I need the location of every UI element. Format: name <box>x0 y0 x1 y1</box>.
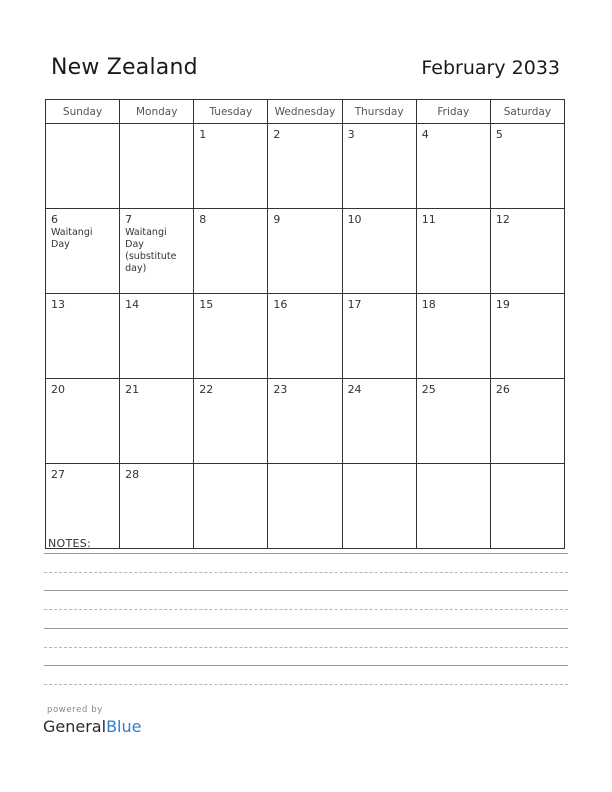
day-cell <box>268 124 342 209</box>
day-cell <box>416 124 490 209</box>
weekday-friday: Friday <box>416 100 490 124</box>
day-cell <box>194 124 268 209</box>
notes-line <box>44 590 568 591</box>
day-number: 17 <box>347 298 362 311</box>
week-row-4 <box>46 379 565 464</box>
week-row-2 <box>46 209 565 294</box>
month-year-title: February 2033 <box>421 57 560 79</box>
day-cell <box>416 294 490 379</box>
day-number: 20 <box>51 383 65 396</box>
weekday-tuesday: Tuesday <box>194 100 268 124</box>
day-number: 1 <box>199 128 207 141</box>
day-cell <box>268 464 342 549</box>
day-cell <box>194 464 268 549</box>
day-number: 5 <box>495 128 503 141</box>
brand-general: General <box>43 717 107 736</box>
weekday-thursday: Thursday <box>342 100 416 124</box>
day-number: 13 <box>51 298 65 311</box>
day-cell <box>342 379 416 464</box>
day-number: 2 <box>273 128 281 141</box>
calendar-grid <box>45 99 565 549</box>
notes-line <box>44 647 568 648</box>
powered-by-text: powered by <box>47 705 103 715</box>
week-row-1 <box>46 124 565 209</box>
day-cell <box>490 209 564 294</box>
day-number: 3 <box>347 128 355 141</box>
day-cell <box>46 209 120 294</box>
day-cell <box>120 209 194 294</box>
notes-label: NOTES: <box>48 537 92 550</box>
notes-line <box>44 553 568 554</box>
generalblue-logo <box>43 717 141 736</box>
notes-line <box>44 684 568 685</box>
day-cell <box>416 464 490 549</box>
notes-line <box>44 572 568 573</box>
day-number: 18 <box>421 298 436 311</box>
day-number: 21 <box>125 383 140 396</box>
holiday-label: Waitangi Day (substitute day) <box>125 227 177 274</box>
week-row-3 <box>46 294 565 379</box>
day-cell <box>194 294 268 379</box>
day-number: 27 <box>51 468 65 481</box>
day-number: 7 <box>125 213 133 226</box>
brand-blue: Blue <box>106 717 142 736</box>
day-number: 14 <box>125 298 140 311</box>
day-cell <box>46 294 120 379</box>
day-number: 9 <box>273 213 281 226</box>
day-cell <box>342 124 416 209</box>
day-cell <box>490 464 564 549</box>
day-cell <box>342 294 416 379</box>
weekday-header-row <box>46 100 565 124</box>
day-cell <box>342 209 416 294</box>
day-number: 16 <box>273 298 288 311</box>
country-title: New Zealand <box>51 55 198 80</box>
day-number: 24 <box>347 383 362 396</box>
weekday-monday: Monday <box>120 100 194 124</box>
day-cell <box>342 464 416 549</box>
day-cell <box>416 379 490 464</box>
holiday-label: Waitangi Day <box>51 227 93 250</box>
day-number: 8 <box>199 213 207 226</box>
day-number: 23 <box>273 383 288 396</box>
weekday-saturday: Saturday <box>490 100 564 124</box>
day-number: 22 <box>199 383 214 396</box>
day-number: 15 <box>199 298 214 311</box>
day-cell <box>268 379 342 464</box>
day-cell <box>194 379 268 464</box>
day-number: 6 <box>51 213 58 226</box>
week-row-5 <box>46 464 565 549</box>
day-cell <box>46 379 120 464</box>
notes-line <box>44 609 568 610</box>
day-cell <box>120 124 194 209</box>
day-number: 19 <box>495 298 510 311</box>
day-number: 12 <box>495 213 510 226</box>
day-number: 10 <box>347 213 362 226</box>
day-cell <box>120 294 194 379</box>
day-number: 11 <box>421 213 436 226</box>
day-cell <box>268 294 342 379</box>
day-cell <box>46 464 120 549</box>
day-number: 28 <box>125 468 140 481</box>
day-cell <box>46 124 120 209</box>
day-cell <box>416 209 490 294</box>
notes-line <box>44 628 568 629</box>
notes-line <box>44 665 568 666</box>
day-cell <box>120 464 194 549</box>
day-cell <box>490 124 564 209</box>
day-cell <box>120 379 194 464</box>
day-cell <box>490 379 564 464</box>
day-number: 4 <box>421 128 429 141</box>
day-cell <box>268 209 342 294</box>
weekday-sunday: Sunday <box>46 100 120 124</box>
day-cell <box>194 209 268 294</box>
weekday-wednesday: Wednesday <box>268 100 342 124</box>
day-number: 26 <box>495 383 510 396</box>
day-number: 25 <box>421 383 436 396</box>
day-cell <box>490 294 564 379</box>
